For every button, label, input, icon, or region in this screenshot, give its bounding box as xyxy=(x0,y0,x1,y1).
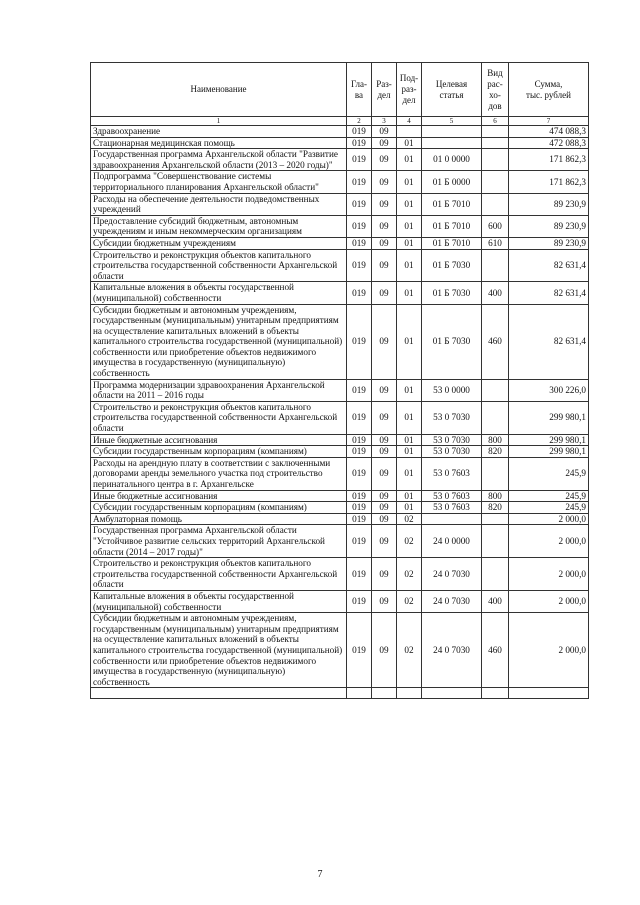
column-number: 3 xyxy=(372,117,397,126)
row-article: 53 0 7603 xyxy=(422,457,482,490)
row-article: 01 Б 7010 xyxy=(422,237,482,249)
row-name: Субсидии государственным корпорациям (компаниям) xyxy=(91,446,347,458)
row-article: 24 0 0000 xyxy=(422,525,482,558)
row-expense-type xyxy=(482,126,509,138)
row-glava: 019 xyxy=(347,590,372,612)
row-podrazdel: 01 xyxy=(397,304,422,379)
row-podrazdel: 02 xyxy=(397,525,422,558)
row-podrazdel: 02 xyxy=(397,558,422,591)
row-podrazdel: 02 xyxy=(397,513,422,525)
row-name: Капитальные вложения в объекты государственной (муниципальной) собственности xyxy=(91,282,347,304)
row-sum: 2 000,0 xyxy=(509,525,589,558)
row-sum: 300 226,0 xyxy=(509,379,589,401)
row-expense-type xyxy=(482,171,509,193)
table-row xyxy=(91,171,589,193)
row-name: Расходы на обеспечение деятельности подведомственных учреждений xyxy=(91,193,347,215)
header-sum: Сумма, тыс. рублей xyxy=(509,63,589,117)
row-glava: 019 xyxy=(347,379,372,401)
row-glava: 019 xyxy=(347,126,372,138)
header-expense-type: Вид рас- хо- дов xyxy=(482,63,509,117)
row-expense-type xyxy=(482,513,509,525)
row-razdel: 09 xyxy=(372,171,397,193)
row-glava: 019 xyxy=(347,490,372,502)
row-article xyxy=(422,513,482,525)
row-expense-type: 820 xyxy=(482,502,509,514)
row-article: 53 0 7030 xyxy=(422,434,482,446)
row-podrazdel: 02 xyxy=(397,613,422,688)
row-razdel: 09 xyxy=(372,613,397,688)
row-glava: 019 xyxy=(347,558,372,591)
row-podrazdel: 01 xyxy=(397,401,422,434)
row-podrazdel: 01 xyxy=(397,282,422,304)
row-sum: 299 980,1 xyxy=(509,446,589,458)
row-name: Строительство и реконструкция объектов капитального строительства государственной собственности Архангельской области xyxy=(91,558,347,591)
row-article: 01 Б 7030 xyxy=(422,304,482,379)
table-body xyxy=(91,126,589,699)
row-name: Предоставление субсидий бюджетным, автономным учреждениям и иным некоммерческим организациям xyxy=(91,215,347,237)
row-razdel: 09 xyxy=(372,558,397,591)
row-glava: 019 xyxy=(347,502,372,514)
header-name: Наименование xyxy=(91,63,347,117)
row-glava: 019 xyxy=(347,434,372,446)
row-razdel: 09 xyxy=(372,525,397,558)
row-podrazdel: 01 xyxy=(397,379,422,401)
row-name: Субсидии бюджетным и автономным учреждениям, государственным (муниципальным) унитарным предприятиям на осуществление капитальных вложений в объекты капитального строительства государственной (муниципальной) собственности или приобретение объектов недвижимого имущества в государственную (муниципальную) собственность xyxy=(91,304,347,379)
row-article: 24 0 7030 xyxy=(422,613,482,688)
row-razdel: 09 xyxy=(372,215,397,237)
row-sum: 89 230,9 xyxy=(509,237,589,249)
table-row xyxy=(91,126,589,138)
row-sum: 2 000,0 xyxy=(509,513,589,525)
row-podrazdel: 01 xyxy=(397,237,422,249)
row-expense-type xyxy=(482,401,509,434)
row-podrazdel: 01 xyxy=(397,446,422,458)
row-razdel: 09 xyxy=(372,590,397,612)
row-sum: 2 000,0 xyxy=(509,558,589,591)
row-glava: 019 xyxy=(347,137,372,149)
row-sum: 82 631,4 xyxy=(509,304,589,379)
table-row xyxy=(91,215,589,237)
row-expense-type xyxy=(482,149,509,171)
table-row xyxy=(91,613,589,688)
row-sum: 82 631,4 xyxy=(509,249,589,282)
row-article: 53 0 0000 xyxy=(422,379,482,401)
row-expense-type xyxy=(482,457,509,490)
row-sum: 2 000,0 xyxy=(509,590,589,612)
row-expense-type: 820 xyxy=(482,446,509,458)
row-razdel: 09 xyxy=(372,237,397,249)
column-number: 4 xyxy=(397,117,422,126)
row-glava: 019 xyxy=(347,304,372,379)
table-row xyxy=(91,434,589,446)
column-number-row xyxy=(91,117,589,126)
row-name: Стационарная медицинская помощь xyxy=(91,137,347,149)
row-glava: 019 xyxy=(347,446,372,458)
row-name: Капитальные вложения в объекты государственной (муниципальной) собственности xyxy=(91,590,347,612)
row-article: 53 0 7603 xyxy=(422,502,482,514)
row-razdel: 09 xyxy=(372,401,397,434)
table-row xyxy=(91,282,589,304)
row-name: Иные бюджетные ассигнования xyxy=(91,490,347,502)
row-expense-type xyxy=(482,558,509,591)
row-expense-type xyxy=(482,193,509,215)
table-row xyxy=(91,193,589,215)
row-glava: 019 xyxy=(347,401,372,434)
row-expense-type: 460 xyxy=(482,304,509,379)
row-sum: 245,9 xyxy=(509,457,589,490)
row-sum: 299 980,1 xyxy=(509,401,589,434)
table-row xyxy=(91,401,589,434)
row-name: Иные бюджетные ассигнования xyxy=(91,434,347,446)
table-row xyxy=(91,490,589,502)
row-razdel: 09 xyxy=(372,379,397,401)
header-razdel: Раз- дел xyxy=(372,63,397,117)
header-glava: Гла- ва xyxy=(347,63,372,117)
row-podrazdel: 01 xyxy=(397,149,422,171)
row-sum: 299 980,1 xyxy=(509,434,589,446)
row-razdel: 09 xyxy=(372,434,397,446)
row-podrazdel: 02 xyxy=(397,590,422,612)
row-glava: 019 xyxy=(347,613,372,688)
row-sum: 245,9 xyxy=(509,502,589,514)
row-sum: 89 230,9 xyxy=(509,215,589,237)
table-row xyxy=(91,137,589,149)
row-name: Субсидии бюджетным и автономным учреждениям, государственным (муниципальным) унитарным предприятиям на осуществление капитальных вложений в объекты капитального строительства государственной (муниципальной) собственности или приобретение объектов недвижимого имущества в государственную (муниципальную) собственность xyxy=(91,613,347,688)
column-number: 5 xyxy=(422,117,482,126)
row-article: 53 0 7603 xyxy=(422,490,482,502)
row-podrazdel: 01 xyxy=(397,490,422,502)
row-podrazdel: 01 xyxy=(397,215,422,237)
row-glava: 019 xyxy=(347,457,372,490)
row-sum: 474 088,3 xyxy=(509,126,589,138)
table-row xyxy=(91,149,589,171)
row-article: 01 Б 7010 xyxy=(422,193,482,215)
row-article: 01 Б 7010 xyxy=(422,215,482,237)
row-name: Амбулаторная помощь xyxy=(91,513,347,525)
row-expense-type xyxy=(482,137,509,149)
table-row xyxy=(91,249,589,282)
column-number: 6 xyxy=(482,117,509,126)
row-article: 01 Б 7030 xyxy=(422,282,482,304)
table-row xyxy=(91,379,589,401)
table-row xyxy=(91,457,589,490)
column-number: 2 xyxy=(347,117,372,126)
row-name: Строительство и реконструкция объектов капитального строительства государственной собственности Архангельской области xyxy=(91,249,347,282)
table-row xyxy=(91,304,589,379)
row-expense-type: 610 xyxy=(482,237,509,249)
row-glava: 019 xyxy=(347,525,372,558)
row-article: 01 Б 7030 xyxy=(422,249,482,282)
row-expense-type: 800 xyxy=(482,490,509,502)
row-razdel: 09 xyxy=(372,249,397,282)
row-expense-type: 600 xyxy=(482,215,509,237)
row-article xyxy=(422,137,482,149)
table-row xyxy=(91,558,589,591)
row-razdel: 09 xyxy=(372,490,397,502)
row-article: 24 0 7030 xyxy=(422,558,482,591)
row-article: 53 0 7030 xyxy=(422,401,482,434)
row-name: Здравоохранение xyxy=(91,126,347,138)
row-razdel: 09 xyxy=(372,126,397,138)
table-row xyxy=(91,446,589,458)
row-glava: 019 xyxy=(347,282,372,304)
row-podrazdel: 01 xyxy=(397,171,422,193)
row-razdel: 09 xyxy=(372,513,397,525)
row-article: 53 0 7030 xyxy=(422,446,482,458)
row-article: 01 0 0000 xyxy=(422,149,482,171)
column-number: 1 xyxy=(91,117,347,126)
row-name: Государственная программа Архангельской области "Устойчивое развитие сельских территорий Архангельской области (2014 – 2017 годы)" xyxy=(91,525,347,558)
row-name: Расходы на арендную плату в соответствии с заключенными договорами аренды земельного участка под строительство перинатального центра в г. Архангельске xyxy=(91,457,347,490)
row-name: Государственная программа Архангельской области "Развитие здравоохранения Архангельской области (2013 – 2020 годы)" xyxy=(91,149,347,171)
row-expense-type: 400 xyxy=(482,282,509,304)
page-number: 7 xyxy=(317,869,323,880)
row-podrazdel xyxy=(397,126,422,138)
row-sum: 82 631,4 xyxy=(509,282,589,304)
row-podrazdel: 01 xyxy=(397,193,422,215)
row-glava: 019 xyxy=(347,249,372,282)
row-name: Субсидии государственным корпорациям (компаниям) xyxy=(91,502,347,514)
blank-row xyxy=(91,688,589,699)
table-row xyxy=(91,513,589,525)
row-sum: 171 862,3 xyxy=(509,149,589,171)
row-razdel: 09 xyxy=(372,193,397,215)
row-expense-type xyxy=(482,379,509,401)
row-name: Программа модернизации здравоохранения Архангельской области на 2011 – 2016 годы xyxy=(91,379,347,401)
row-sum: 472 088,3 xyxy=(509,137,589,149)
row-sum: 245,9 xyxy=(509,490,589,502)
budget-table xyxy=(90,62,589,699)
row-article: 01 Б 0000 xyxy=(422,171,482,193)
table-row xyxy=(91,525,589,558)
row-razdel: 09 xyxy=(372,446,397,458)
row-glava: 019 xyxy=(347,193,372,215)
row-glava: 019 xyxy=(347,237,372,249)
row-podrazdel: 01 xyxy=(397,434,422,446)
row-razdel: 09 xyxy=(372,282,397,304)
row-expense-type: 460 xyxy=(482,613,509,688)
row-article xyxy=(422,126,482,138)
row-expense-type: 800 xyxy=(482,434,509,446)
row-expense-type: 400 xyxy=(482,590,509,612)
row-expense-type xyxy=(482,249,509,282)
row-podrazdel: 01 xyxy=(397,137,422,149)
row-razdel: 09 xyxy=(372,137,397,149)
header-podrazdel: Под- раз- дел xyxy=(397,63,422,117)
row-sum: 89 230,9 xyxy=(509,193,589,215)
row-sum: 171 862,3 xyxy=(509,171,589,193)
row-glava: 019 xyxy=(347,149,372,171)
table-row xyxy=(91,590,589,612)
row-podrazdel: 01 xyxy=(397,502,422,514)
row-razdel: 09 xyxy=(372,304,397,379)
row-name: Субсидии бюджетным учреждениям xyxy=(91,237,347,249)
row-glava: 019 xyxy=(347,215,372,237)
row-razdel: 09 xyxy=(372,502,397,514)
row-sum: 2 000,0 xyxy=(509,613,589,688)
header-article: Целевая статья xyxy=(422,63,482,117)
table-header-row xyxy=(91,63,589,117)
row-razdel: 09 xyxy=(372,457,397,490)
row-article: 24 0 7030 xyxy=(422,590,482,612)
table-row xyxy=(91,502,589,514)
column-number: 7 xyxy=(509,117,589,126)
row-podrazdel: 01 xyxy=(397,457,422,490)
table-row xyxy=(91,237,589,249)
row-name: Строительство и реконструкция объектов капитального строительства государственной собственности Архангельской области xyxy=(91,401,347,434)
row-glava: 019 xyxy=(347,171,372,193)
row-razdel: 09 xyxy=(372,149,397,171)
row-name: Подпрограмма "Совершенствование системы территориального планирования Архангельской области" xyxy=(91,171,347,193)
row-expense-type xyxy=(482,525,509,558)
row-podrazdel: 01 xyxy=(397,249,422,282)
row-glava: 019 xyxy=(347,513,372,525)
